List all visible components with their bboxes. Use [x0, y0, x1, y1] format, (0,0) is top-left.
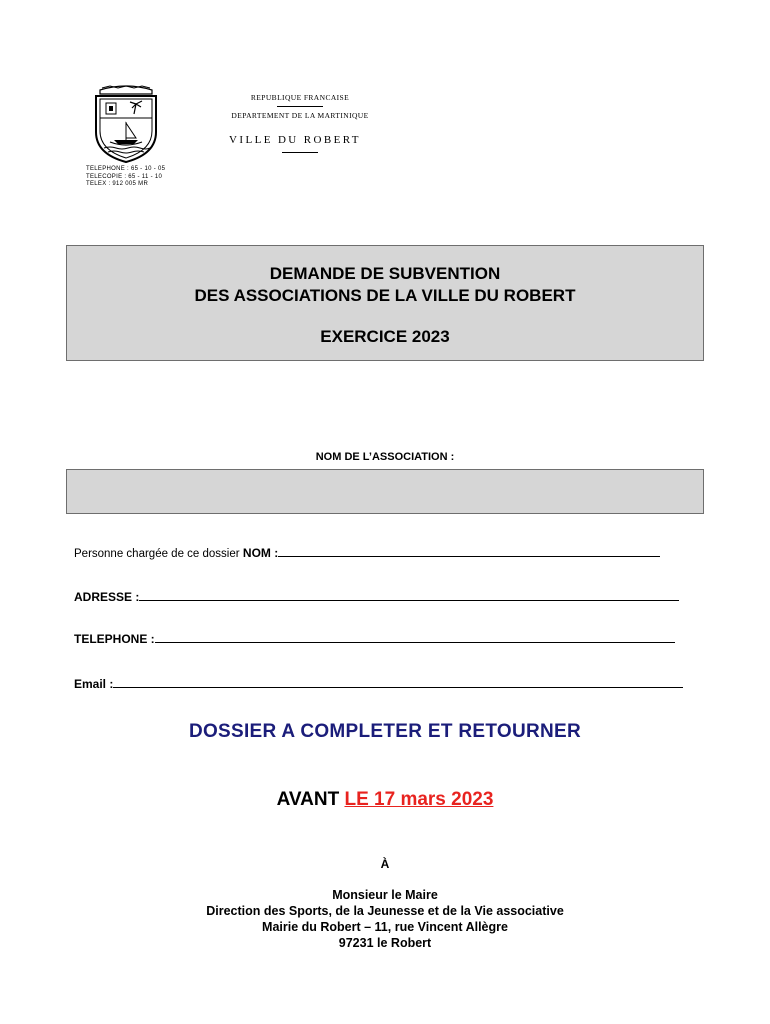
- email-field[interactable]: [74, 675, 683, 691]
- contact-telex: TELEX : 912 005 MR: [86, 181, 149, 187]
- fill-line[interactable]: [278, 544, 660, 557]
- divider: [282, 152, 318, 153]
- contact-block: [86, 166, 165, 189]
- title-line-1: DEMANDE DE SUBVENTION: [269, 264, 501, 283]
- person-name-field[interactable]: [74, 544, 660, 560]
- recipient-address: [0, 887, 770, 951]
- divider: [277, 106, 323, 107]
- coat-of-arms-icon: [88, 84, 164, 164]
- republic-heading: [220, 93, 380, 120]
- recipient-line-3: Mairie du Robert – 11, rue Vincent Allègre: [262, 920, 508, 934]
- a-label: À: [380, 857, 390, 871]
- recipient-line-4: 97231 le Robert: [338, 936, 432, 950]
- fill-line[interactable]: [155, 630, 675, 643]
- ville-label: VILLE DU ROBERT: [229, 134, 361, 146]
- telephone-field[interactable]: [74, 630, 675, 646]
- person-name-label: NOM :: [242, 546, 279, 560]
- title-line-2: DES ASSOCIATIONS DE LA VILLE DU ROBERT: [194, 286, 576, 305]
- contact-telecopie: TELECOPIE : 65 - 11 - 10: [86, 173, 163, 180]
- fill-line[interactable]: [139, 588, 679, 601]
- deadline: [0, 789, 770, 811]
- adresse-label: ADRESSE :: [74, 590, 140, 604]
- dossier-instruction: DOSSIER A COMPLETER ET RETOURNER: [188, 721, 582, 742]
- exercice-label: EXERCICE 2023: [320, 327, 450, 346]
- republic-label: REPUBLIQUE FRANCAISE: [250, 93, 350, 102]
- recipient-line-2: Direction des Sports, de la Jeunesse et de la Vie associative: [206, 904, 564, 918]
- avant-label: AVANT: [276, 789, 340, 810]
- email-label: Email :: [74, 677, 114, 691]
- department-label: DEPARTEMENT DE LA MARTINIQUE: [231, 111, 369, 120]
- adresse-field[interactable]: [74, 588, 679, 604]
- person-prefix: Personne chargée de ce dossier: [74, 548, 240, 560]
- title-box: [66, 245, 704, 361]
- recipient-line-1: Monsieur le Maire: [332, 888, 438, 902]
- fill-line[interactable]: [113, 675, 683, 688]
- deadline-date: LE 17 mars 2023: [344, 789, 494, 810]
- telephone-label: TELEPHONE :: [74, 632, 155, 646]
- association-name-field[interactable]: [66, 469, 704, 514]
- contact-telephone: TELEPHONE : 65 - 10 - 05: [86, 166, 166, 172]
- association-name-label: NOM DE L’ASSOCIATION :: [315, 451, 455, 463]
